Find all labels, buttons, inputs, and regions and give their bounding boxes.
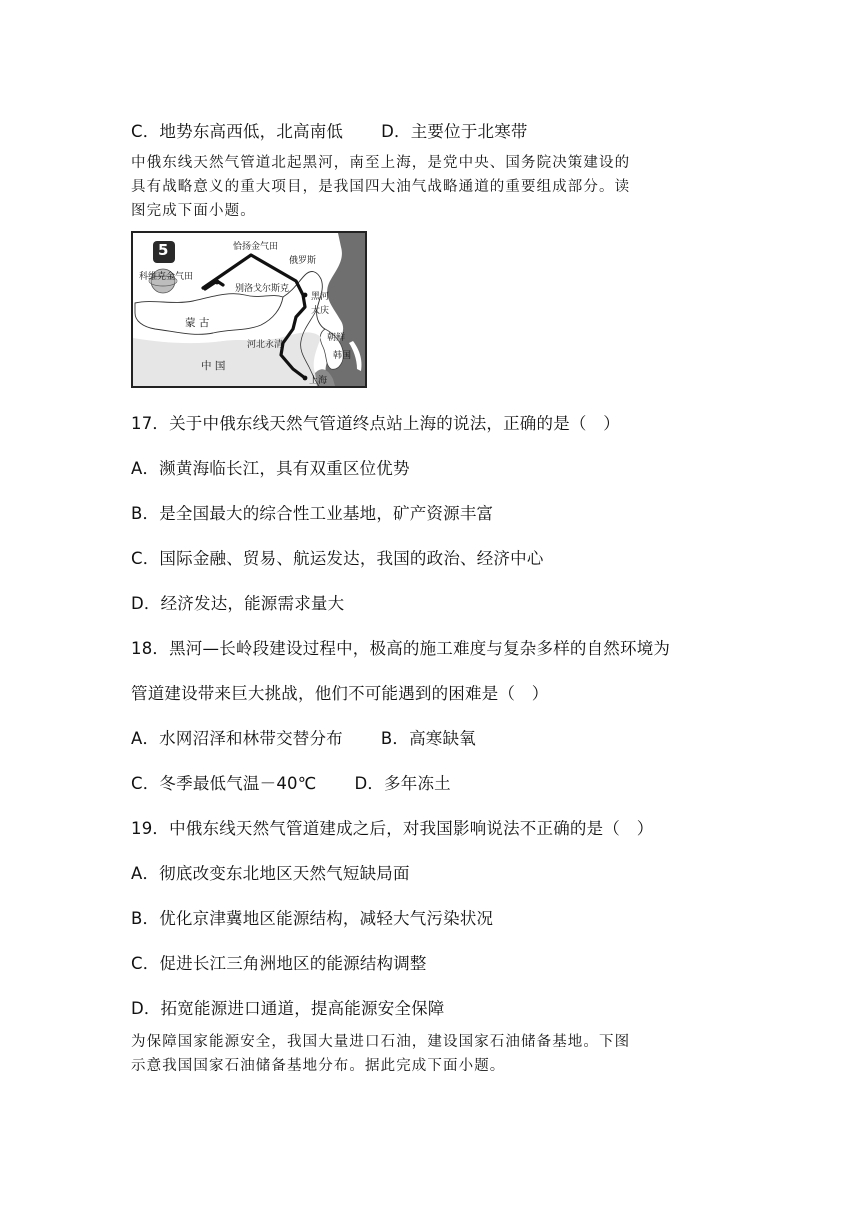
- q18-option-d: D．多年冻土: [354, 774, 451, 793]
- q17-option-b: B．是全国最大的综合性工业基地，矿产资源丰富: [131, 504, 494, 523]
- label-shanghai: 上海: [309, 376, 328, 386]
- label-hebei-yongqing: 河北永清: [247, 340, 284, 350]
- logo-number: 5: [158, 241, 169, 259]
- q18-option-b: B．高寒缺氧: [380, 729, 476, 748]
- q17-stem: 17．关于中俄东线天然气管道终点站上海的说法，正确的是（ ）: [131, 414, 620, 433]
- heihe-point: [303, 293, 308, 298]
- q17-option-a: A．濒黄海临长江，具有双重区位优势: [131, 459, 410, 478]
- intro1-line3: 图完成下面小题。: [131, 203, 256, 219]
- label-korea-south: 韩国: [333, 351, 352, 361]
- pipeline-map: [131, 231, 367, 388]
- q18-options-ab: [131, 725, 476, 749]
- q18-options-cd: [131, 770, 451, 794]
- q16-options-row: [131, 118, 528, 142]
- q19-stem: 19．中俄东线天然气管道建成之后，对我国影响说法不正确的是（ ）: [131, 819, 654, 838]
- intro2-line1: 为保障国家能源安全，我国大量进口石油，建设国家石油储备基地。下图: [131, 1034, 631, 1050]
- q18-option-c: C．冬季最低气温－40℃: [131, 774, 317, 793]
- q16-option-c: C．地势东高西低，北高南低: [131, 122, 344, 141]
- label-mongolia: 蒙 古: [185, 317, 210, 329]
- label-kovykta: 科维克金气田: [139, 272, 194, 282]
- q19-option-c: C．促进长江三角洲地区的能源结构调整: [131, 954, 427, 973]
- china-land: [133, 332, 321, 386]
- label-belogorsk: 别洛戈尔斯克: [235, 284, 290, 294]
- q18-option-a: A．水网沼泽和林带交替分布: [131, 729, 343, 748]
- label-daqing: 大庆: [311, 306, 330, 316]
- intro2-line2: 示意我国国家石油储备基地分布。据此完成下面小题。: [131, 1058, 506, 1074]
- intro1-line1: 中俄东线天然气管道北起黑河，南至上海，是党中央、国务院决策建设的: [131, 155, 631, 171]
- q18-stem-line2: 管道建设带来巨大挑战，他们不可能遇到的困难是（ ）: [131, 684, 549, 703]
- label-russia: 俄罗斯: [289, 256, 317, 266]
- label-china: 中 国: [201, 360, 226, 372]
- label-qiayang: 恰扬金气田: [233, 242, 279, 252]
- q18-stem-line1: 18．黑河—长岭段建设过程中，极高的施工难度与复杂多样的自然环境为: [131, 639, 671, 658]
- q19-option-d: D．拓宽能源进口通道，提高能源安全保障: [131, 999, 445, 1018]
- belogorsk-point: [215, 280, 220, 285]
- intro1-line2: 具有战略意义的重大项目，是我国四大油气战略通道的重要组成部分。读: [131, 179, 631, 195]
- shanghai-point: [303, 376, 308, 381]
- label-heihe: 黑河: [311, 292, 330, 302]
- q16-option-d: D．主要位于北寒带: [381, 122, 528, 141]
- q19-option-a: A．彻底改变东北地区天然气短缺局面: [131, 864, 410, 883]
- q17-option-c: C．国际金融、贸易、航运发达，我国的政治、经济中心: [131, 549, 544, 568]
- q19-option-b: B．优化京津冀地区能源结构，减轻大气污染状况: [131, 909, 494, 928]
- label-korea-north: 朝鲜: [327, 333, 346, 343]
- q17-option-d: D．经济发达，能源需求量大: [131, 594, 345, 613]
